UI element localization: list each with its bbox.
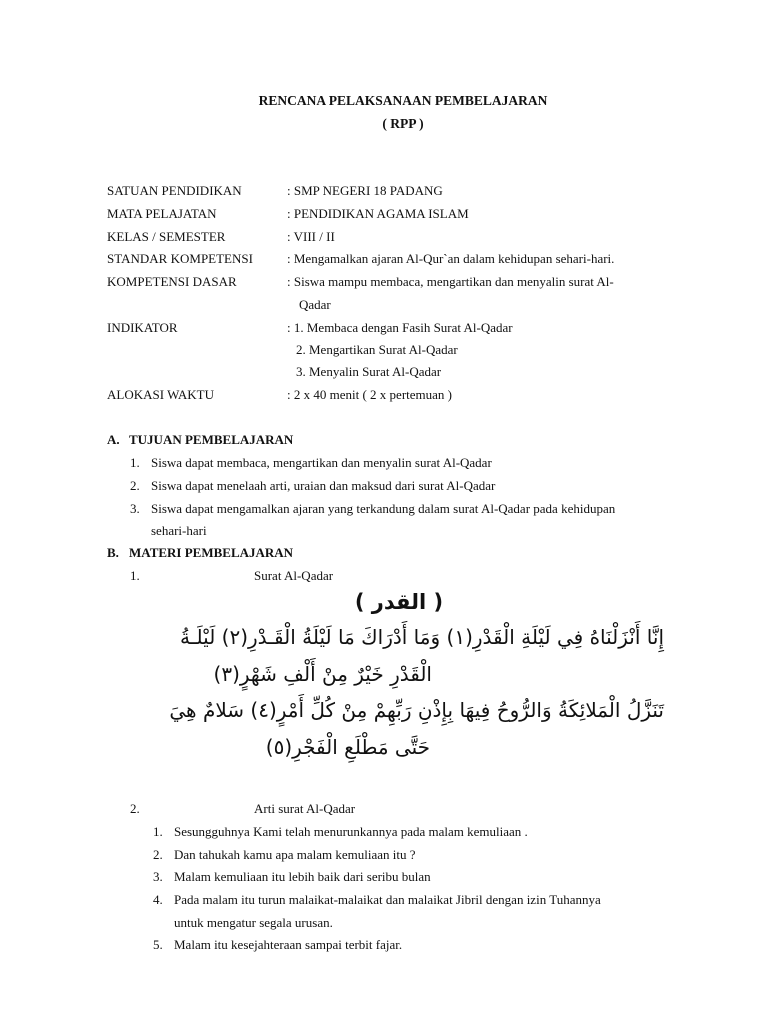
identity-value: : Siswa mampu membaca, mengartikan dan menyalin surat Al-	[287, 274, 614, 289]
identity-label: KOMPETENSI DASAR	[107, 274, 237, 289]
section-letter: B.	[107, 545, 119, 560]
identity-label: SATUAN PENDIDIKAN	[107, 183, 242, 198]
identity-value: : SMP NEGERI 18 PADANG	[287, 183, 443, 198]
identity-value: : Mengamalkan ajaran Al-Qur`an dalam kehidupan sehari-hari.	[287, 251, 615, 266]
list-item: Sesungguhnya Kami telah menurunkannya pada malam kemuliaan .	[174, 824, 528, 839]
document-subtitle: ( RPP )	[382, 116, 424, 131]
identity-label: MATA PELAJATAN	[107, 206, 217, 221]
identity-value: : VIII / II	[287, 229, 335, 244]
identity-label: KELAS / SEMESTER	[107, 229, 226, 244]
arabic-verse-line: إِنَّا أَنْزَلْنَاهُ فِي لَيْلَةِ الْقَدْرِ(١) وَمَا أَدْرَاكَ مَا لَيْلَةُ الْقَـدْرِ(٢) لَيْلَـةُ	[179, 625, 664, 649]
arabic-verse-line: حَتَّى مَطْلَعِ الْفَجْرِ(٥)	[265, 735, 430, 759]
list-number: 2.	[130, 801, 140, 816]
list-item-continuation: untuk mengatur segala urusan.	[174, 915, 333, 930]
subsection-title: Arti surat Al-Qadar	[254, 801, 356, 816]
list-number: 4.	[153, 892, 163, 907]
list-item: Siswa dapat menelaah arti, uraian dan maksud dari surat Al-Qadar	[151, 478, 496, 493]
list-number: 1.	[130, 455, 140, 470]
identity-value: : 2 x 40 menit ( 2 x pertemuan )	[287, 387, 452, 402]
list-item: Pada malam itu turun malaikat-malaikat dan malaikat Jibril dengan izin Tuhannya	[174, 892, 601, 907]
list-item: Siswa dapat membaca, mengartikan dan menyalin surat Al-Qadar	[151, 455, 492, 470]
identity-label: STANDAR KOMPETENSI	[107, 251, 253, 266]
list-item: Dan tahukah kamu apa malam kemuliaan itu ?	[174, 847, 416, 862]
list-number: 2.	[153, 847, 163, 862]
section-letter: A.	[107, 432, 120, 447]
list-number: 3.	[130, 501, 140, 516]
list-number: 2.	[130, 478, 140, 493]
list-number: 1.	[130, 568, 140, 583]
arabic-verse-line: الْقَدْرِ خَيْرٌ مِنْ أَلْفِ شَهْرٍ(٣)	[213, 662, 432, 686]
identity-value-continuation: 3. Menyalin Surat Al-Qadar	[296, 364, 442, 379]
section-heading: TUJUAN PEMBELAJARAN	[129, 432, 294, 447]
document-title: RENCANA PELAKSANAAN PEMBELAJARAN	[258, 93, 548, 108]
subsection-title: Surat Al-Qadar	[254, 568, 334, 583]
list-item: Siswa dapat mengamalkan ajaran yang terkandung dalam surat Al-Qadar pada kehidupan	[151, 501, 616, 516]
arabic-surah-title: ( القدر )	[354, 590, 444, 614]
identity-label: INDIKATOR	[107, 320, 178, 335]
list-item-continuation: sehari-hari	[151, 523, 207, 538]
identity-value-continuation: 2. Mengartikan Surat Al-Qadar	[296, 342, 458, 357]
identity-label: ALOKASI WAKTU	[107, 387, 215, 402]
section-heading: MATERI PEMBELAJARAN	[129, 545, 294, 560]
identity-value-continuation: Qadar	[299, 297, 331, 312]
list-number: 5.	[153, 937, 163, 952]
list-item: Malam itu kesejahteraan sampai terbit fajar.	[174, 937, 403, 952]
list-number: 3.	[153, 869, 163, 884]
identity-value: : PENDIDIKAN AGAMA ISLAM	[287, 206, 469, 221]
identity-value: : 1. Membaca dengan Fasih Surat Al-Qadar	[287, 320, 513, 335]
list-item: Malam kemuliaan itu lebih baik dari seribu bulan	[174, 869, 431, 884]
arabic-verse-line: تَنَزَّلُ الْمَلائِكَةُ وَالرُّوحُ فِيهَا بِإِذْنِ رَبِّهِمْ مِنْ كُلِّ أَمْرٍ(٤) سَلامٌ هِيَ	[169, 698, 664, 722]
list-number: 1.	[153, 824, 163, 839]
